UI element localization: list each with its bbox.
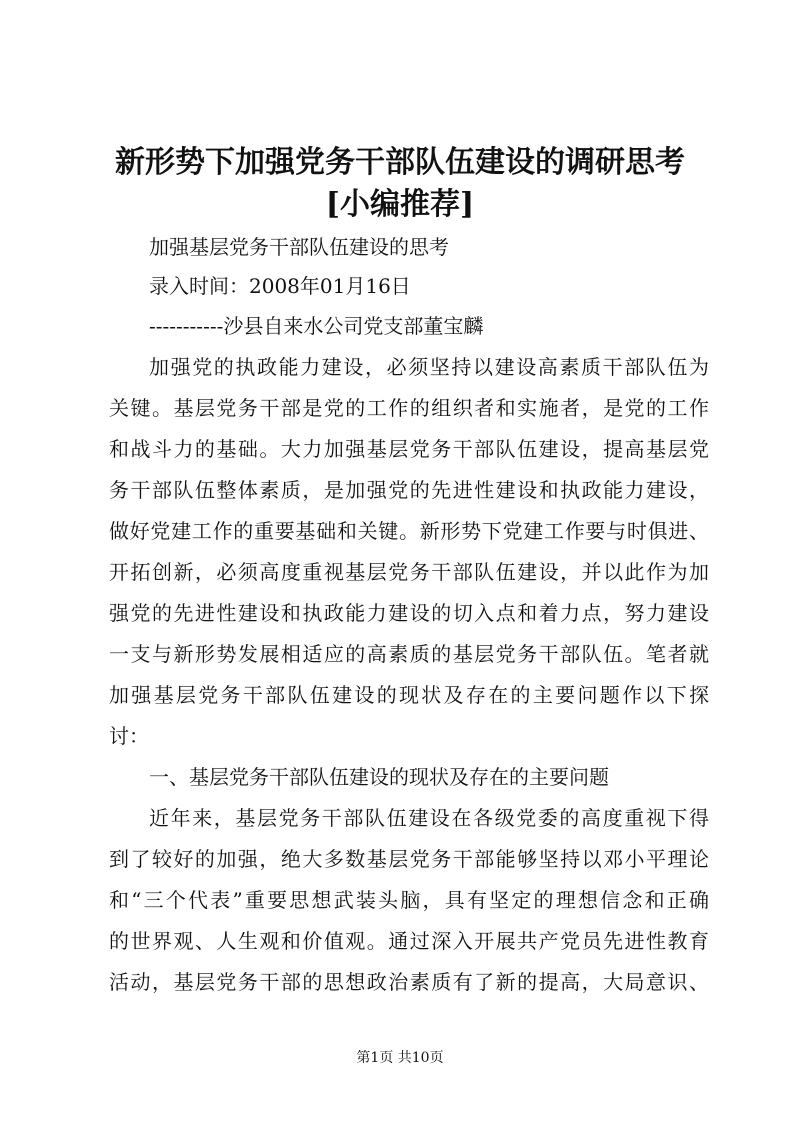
paragraph-1-line: 讨： bbox=[109, 724, 149, 748]
subtitle: 加强基层党务干部队伍建设的思考 bbox=[149, 235, 449, 259]
paragraph-2-line: 活动，基层党务干部的思想政治素质有了新的提高，大局意识、 bbox=[109, 970, 709, 994]
page-indicator: 第1页 共10页 bbox=[356, 1050, 444, 1066]
paragraph-2-line: 和“三个代表”重要思想武装头脑，具有坚定的理想信念和正确 bbox=[109, 888, 709, 912]
paragraph-2-line: 到了较好的加强，绝大多数基层党务干部能够坚持以邓小平理论 bbox=[109, 847, 709, 871]
paragraph-1-line: 开拓创新，必须高度重视基层党务干部队伍建设，并以此作为加 bbox=[109, 560, 709, 584]
document-title-line-1: 新形势下加强党务干部队伍建设的调研思考 bbox=[115, 145, 685, 180]
paragraph-1-line: 加强党的执政能力建设，必须坚持以建设高素质干部队伍为 bbox=[149, 355, 709, 379]
paragraph-1-line: 一支与新形势发展相适应的高素质的基层党务干部队伍。笔者就 bbox=[109, 642, 709, 666]
paragraph-1-line: 和战斗力的基础。大力加强基层党务干部队伍建设，提高基层党 bbox=[109, 437, 709, 461]
paragraph-1-line: 强党的先进性建设和执政能力建设的切入点和着力点，努力建设 bbox=[109, 601, 709, 625]
paragraph-1-line: 加强基层党务干部队伍建设的现状及存在的主要问题作以下探 bbox=[109, 683, 709, 707]
paragraph-2-line: 的世界观、人生观和价值观。通过深入开展共产党员先进性教育 bbox=[109, 929, 709, 953]
paragraph-1-line: 务干部队伍整体素质，是加强党的先进性建设和执政能力建设， bbox=[109, 478, 709, 502]
author-line: -----------沙县自来水公司党支部董宝麟 bbox=[149, 314, 484, 338]
paragraph-1-line: 关键。基层党务干部是党的工作的组织者和实施者，是党的工作 bbox=[109, 396, 709, 420]
document-title-line-2: [小编推荐] bbox=[325, 187, 475, 222]
section-heading: 一、基层党务干部队伍建设的现状及存在的主要问题 bbox=[149, 765, 609, 789]
entry-time: 录入时间：2008年01月16日 bbox=[149, 274, 411, 298]
paragraph-1-line: 做好党建工作的重要基础和关键。新形势下党建工作要与时俱进、 bbox=[109, 519, 709, 543]
paragraph-2-line: 近年来，基层党务干部队伍建设在各级党委的高度重视下得 bbox=[149, 806, 709, 830]
